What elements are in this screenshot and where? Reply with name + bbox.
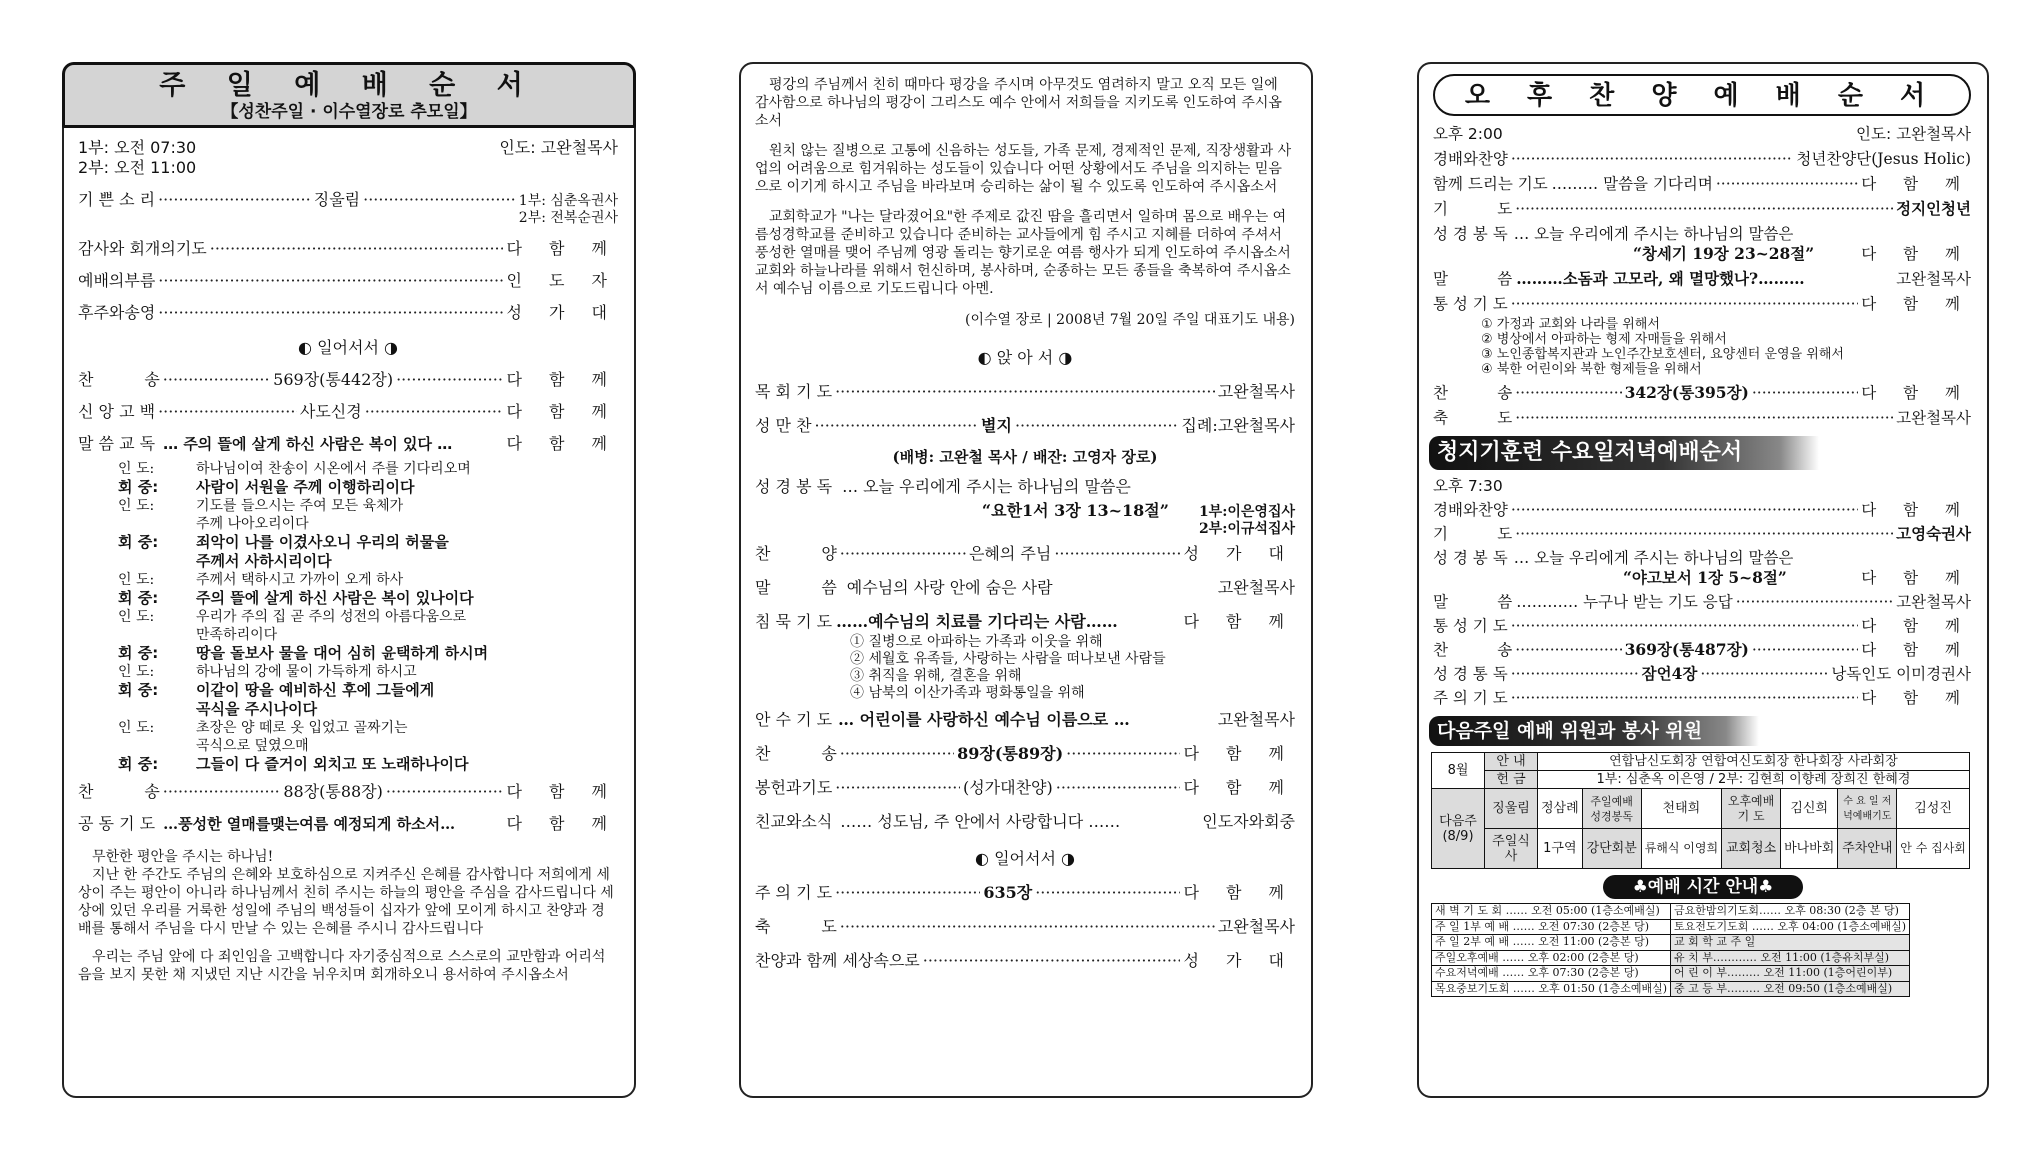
leader-dots xyxy=(158,271,503,291)
order-performer xyxy=(519,193,618,227)
leader-dots xyxy=(835,382,1215,402)
order-label: 감사와 회개의기도 xyxy=(78,239,207,258)
responsive-text: 이같이 땅을 예비하신 후에 그들에게 xyxy=(196,681,435,699)
order-performer: 고완철목사 xyxy=(1896,593,1971,611)
schedule-header: ♣예배 시간 안내♣ xyxy=(1603,875,1803,899)
duty-cell: 징울림 xyxy=(1485,789,1538,829)
order-label: 성 경 봉 독 xyxy=(1433,549,1508,567)
leader-dots xyxy=(1511,616,1859,636)
prayer-paragraph: 우리는 주님 앞에 다 죄인임을 고백합니다 자기중심적으로 스스로의 교만함과 어리석음을 보지 못한 채 지냈던 지난 시간을 뉘우치며 회개하오니 용서하여 주시옵소서 xyxy=(78,949,606,983)
order-content: 342장(통395장) xyxy=(1624,383,1749,402)
leader-dots xyxy=(840,917,1215,937)
responsive-speaker: 인 도: xyxy=(118,461,155,477)
schedule-cell: 토요전도기도회 …… 오후 04:00 (1층소예배실) xyxy=(1671,919,1910,935)
duty-cell: 수 요 일 저녁예배기도 xyxy=(1838,789,1897,829)
duty-month: 8월 xyxy=(1432,753,1485,789)
order-content: ………… 누구나 받는 기도 응답 xyxy=(1516,593,1733,611)
duty-cell: 바나바회 xyxy=(1781,829,1838,869)
performer-2: 2부: 전복순권사 xyxy=(518,210,618,226)
unison-prayer-item: ② 병상에서 아파하는 형제 자매들을 위해서 xyxy=(1481,332,1727,347)
order-performer: 다 함 께 xyxy=(1183,883,1295,902)
order-performer: 집례:고완철목사 xyxy=(1181,416,1295,435)
order-performer: 다 함 께 xyxy=(1861,617,1971,635)
leader-dots xyxy=(923,951,1181,971)
prayer-paragraph: 지난 한 주간도 주님의 은혜와 보호하심으로 지켜주신 은혜를 감사합니다 저희에게 세상이 주는 평안이 아니라 하나님께서 친히 주시는 하늘의 평안을 주심을 감사드립니다 세상에 있던 우리를 거룩한 성일에 주님의 백성들이 십자가 앞에 모이게 하시고 찬양과 경배를 통해서 주님을 다시 만날 수 있는 은혜를 주시니 감사드립니다 xyxy=(78,867,614,937)
leader-dots xyxy=(1515,524,1893,544)
leader-dots xyxy=(365,402,504,422)
leader-dots xyxy=(363,190,516,210)
leader-dots xyxy=(1066,744,1180,764)
order-label: 성 경 봉 독 xyxy=(755,477,833,496)
order-performer: 다 함 께 xyxy=(1861,175,1971,193)
order-content: 569장(통442장) xyxy=(273,370,394,389)
duty-cell: 김신희 xyxy=(1781,789,1838,829)
responsive-text: 하나님이여 찬송이 시온에서 주를 기다리오며 xyxy=(196,461,471,477)
schedule-row xyxy=(1432,919,1910,935)
silent-prayer-item: ④ 남북의 이산가족과 평화통일을 위해 xyxy=(850,685,1085,701)
schedule-cell: 목요중보기도회 …… 오후 01:50 (1층소예배실) xyxy=(1432,981,1671,997)
duty-cell: 교회청소 xyxy=(1722,829,1781,869)
schedule-cell: 주일오후예배 …… 오후 02:00 (2층본 당) xyxy=(1432,950,1671,966)
responsive-text: 죄악이 나를 이겼사오니 우리의 허물을 xyxy=(196,533,449,551)
responsive-speaker: 인 도: xyxy=(118,498,155,514)
order-performer: 다 함 께 xyxy=(1861,295,1971,313)
unison-prayer-list xyxy=(1433,317,1971,377)
order-performer: 인도자와회중 xyxy=(1202,812,1295,831)
sit-marker: ◐ 앉 아 서 ◑ xyxy=(977,348,1073,367)
order-content: … 오늘 우리에게 주시는 하나님의 말씀은 xyxy=(842,477,1131,496)
order-label: 주 의 기 도 xyxy=(755,883,833,902)
order-content: ……… 말씀을 기다리며 xyxy=(1551,175,1713,193)
service-time: 오후 7:30 xyxy=(1433,477,1503,495)
order-content: 별지 xyxy=(981,416,1012,435)
order-label: 성 만 찬 xyxy=(755,416,812,435)
duty-cell: 류해식 이영희 xyxy=(1641,829,1721,869)
leader-dots xyxy=(835,883,980,903)
order-label: 기 도 xyxy=(1433,200,1513,218)
order-label: 친교와소식 xyxy=(755,812,833,831)
unison-prayer-item: ④ 북한 어린이와 북한 형제들을 위해서 xyxy=(1481,362,1702,377)
leader-dots xyxy=(1511,294,1859,314)
order-label: 말 씀 xyxy=(755,578,837,597)
order-label: 후주와송영 xyxy=(78,303,156,322)
responsive-speaker: 회 중: xyxy=(118,755,159,773)
leader-dots xyxy=(158,190,311,210)
schedule-row xyxy=(1432,966,1910,982)
order-performer: 고완철목사 xyxy=(1896,270,1971,288)
duty-cell: 주일식사 xyxy=(1485,829,1538,869)
leader-dots xyxy=(840,744,954,764)
order-performer: 고완철목사 xyxy=(1217,710,1295,729)
order-performer: 다 함 께 xyxy=(1861,501,1971,519)
panel-morning-service xyxy=(62,62,636,1098)
order-content: 88장(통88장) xyxy=(283,782,383,801)
order-content: 예수님의 사랑 안에 숨은 사람 xyxy=(846,578,1053,597)
order-performer: 인 도 자 xyxy=(506,271,618,290)
schedule-cell: 중 고 등 부……… 오전 09:50 (1층소예배실) xyxy=(1671,981,1910,997)
responsive-text: 땅을 돌보사 물을 대어 심히 윤택하게 하시며 xyxy=(196,644,489,662)
leader-dots xyxy=(1515,199,1893,219)
stand-marker: ◐ 일어서서 ◑ xyxy=(298,338,398,357)
duty-cell: 안 수 집사회 xyxy=(1897,829,1970,869)
responsive-line xyxy=(78,719,618,737)
order-label: 기 쁜 소 리 xyxy=(78,190,156,209)
leader-dots xyxy=(1515,408,1893,428)
duty-cell: 오후예배 기 도 xyxy=(1722,789,1781,829)
scripture-reference: “요한1서 3장 13~18절” xyxy=(981,501,1169,520)
silent-prayer-item: ② 세월호 유족들, 사랑하는 사람을 떠나보낸 사람들 xyxy=(850,651,1166,667)
leader-dots xyxy=(1511,500,1858,520)
order-performer: 고완철목사 xyxy=(1217,917,1295,936)
leader-dots xyxy=(815,416,978,436)
order-label: 찬 양 xyxy=(755,544,837,563)
duty-next-label: 다음주 xyxy=(1439,813,1477,829)
responsive-text: 주께 나아오리이다 xyxy=(196,516,309,532)
unison-prayer-item: ③ 노인종합복지관과 노인주간보호센터, 요양센터 운영을 위해서 xyxy=(1481,347,1844,362)
order-content: ……예수님의 치료를 기다리는 사람…… xyxy=(836,612,1118,631)
responsive-speaker: 회 중: xyxy=(118,533,159,551)
responsive-text: 주의 뜰에 살게 하신 사람은 복이 있나이다 xyxy=(196,589,474,607)
order-performer: 다 함 께 xyxy=(1861,245,1971,263)
order-label: 목 회 기 도 xyxy=(755,382,833,401)
silent-prayer-list xyxy=(755,634,1295,702)
duty-cell: 연합남신도회장 연합여신도회장 한나회장 사라회장 xyxy=(1538,753,1970,771)
responsive-speaker: 인 도: xyxy=(118,572,155,588)
order-label: 공 동 기 도 xyxy=(78,814,156,833)
responsive-text: 곡식을 주시나이다 xyxy=(196,700,318,718)
responsive-speaker: 인 도: xyxy=(118,664,155,680)
order-content: … 오늘 우리에게 주시는 하나님의 말씀은 xyxy=(1513,549,1794,567)
order-performer: 다 함 께 xyxy=(1183,612,1295,631)
afternoon-service-title: 오 후 찬 양 예 배 순 서 xyxy=(1433,74,1971,116)
order-performer: 다 함 께 xyxy=(1183,778,1295,797)
leader-dots xyxy=(1511,688,1859,708)
order-content: (성가대찬양) xyxy=(962,778,1053,797)
duty-cell: 1부: 심춘옥 이은영 / 2부: 김현희 이향례 장희진 한혜경 xyxy=(1538,771,1970,789)
order-label: 통 성 기 도 xyxy=(1433,295,1508,313)
leader-dots xyxy=(1054,544,1180,564)
leader-dots xyxy=(1515,383,1621,403)
duty-cell: 강단회분 xyxy=(1582,829,1641,869)
responsive-line xyxy=(78,700,618,719)
order-performer: 다 함 께 xyxy=(1861,384,1972,402)
responsive-line xyxy=(78,533,618,552)
order-content: ………소돔과 고모라, 왜 멸망했나?……… xyxy=(1516,269,1805,288)
order-content: 369장(통487장) xyxy=(1624,640,1749,659)
morning-service-subtitle: 【성찬주일 · 이수열장로 추모일】 xyxy=(221,102,477,122)
order-performer: 고영숙권사 xyxy=(1896,524,1971,543)
responsive-text: 그들이 다 즐거이 외치고 또 노래하나이다 xyxy=(196,755,469,773)
performer-1: 1부: 심춘옥권사 xyxy=(518,193,618,209)
leader-dots xyxy=(158,303,503,323)
order-performer: 다 함 께 xyxy=(1861,689,1971,707)
wednesday-service-banner: 청지기훈련 수요일저녁예배순서 xyxy=(1429,436,1819,470)
order-content: … 주의 뜰에 살게 하신 사람은 복이 있다 … xyxy=(163,435,453,453)
schedule-cell: 금요한밤의기도회…… 오후 08:30 (2층 본 당) xyxy=(1671,904,1910,920)
order-content: … 어린이를 사랑하신 예수님 이름으로 … xyxy=(838,710,1130,729)
responsive-line xyxy=(78,737,618,755)
leader-dots xyxy=(1511,664,1639,684)
silent-prayer-item: ① 질병으로 아파하는 가족과 이웃을 위해 xyxy=(850,634,1103,650)
service-time-1: 1부: 오전 07:30 xyxy=(78,138,197,157)
order-label: 말 씀 교 독 xyxy=(78,434,156,453)
order-label: 함께 드리는 기도 xyxy=(1433,175,1548,193)
order-performer: 다 함 께 xyxy=(506,370,619,389)
order-label: 경배와찬양 xyxy=(1433,501,1508,519)
order-performer: 다 함 께 xyxy=(1861,641,1972,659)
order-label: 찬양과 함께 세상속으로 xyxy=(755,951,920,970)
responsive-speaker: 회 중: xyxy=(118,681,159,699)
order-label: 찬 송 xyxy=(1433,384,1513,402)
responsive-speaker: 인 도: xyxy=(118,720,155,736)
schedule-table xyxy=(1431,903,1910,997)
prayer-opening: 무한한 평안을 주시는 하나님! xyxy=(92,849,274,865)
order-content: 징울림 xyxy=(313,190,361,209)
order-label: 신 앙 고 백 xyxy=(78,402,156,421)
responsive-text: 주께서 사하시리이다 xyxy=(196,552,332,570)
order-label: 통 성 기 도 xyxy=(1433,617,1508,635)
leader-dots xyxy=(1056,778,1181,798)
responsive-line xyxy=(78,478,618,497)
schedule-row xyxy=(1432,950,1910,966)
responsive-line xyxy=(78,552,618,571)
leader: 인도: 고완철목사 xyxy=(499,138,618,157)
responsive-text: 초장은 양 떼로 옷 입었고 골짜기는 xyxy=(196,720,408,736)
responsive-text: 곡식으로 덮였으매 xyxy=(196,738,309,754)
leader-dots xyxy=(1511,149,1794,169)
schedule-cell: 어 린 이 부……… 오전 11:00 (1층어린이부) xyxy=(1671,966,1910,982)
duty-next-date: (8/9) xyxy=(1442,828,1474,844)
leader-dots xyxy=(1752,383,1858,403)
responsive-speaker: 회 중: xyxy=(118,644,159,662)
duty-banner: 다음주일 예배 위원과 봉사 위원 xyxy=(1429,716,1759,746)
reader-2: 2부:이규석집사 xyxy=(1198,521,1295,537)
unison-prayer-item: ① 가정과 교회와 나라를 위해서 xyxy=(1481,317,1660,332)
leader-dots xyxy=(163,782,281,802)
duty-table xyxy=(1431,752,1970,869)
leader-dots xyxy=(210,239,504,259)
order-content: 은혜의 주님 xyxy=(968,544,1052,563)
leader-dots xyxy=(1015,416,1178,436)
duty-cell: 김성진 xyxy=(1897,789,1970,829)
order-performer: 다 함 께 xyxy=(1183,744,1295,763)
order-label: 찬 송 xyxy=(755,744,837,763)
duty-cell: 천태희 xyxy=(1641,789,1721,829)
responsive-text: 주께서 택하시고 가까이 오게 하사 xyxy=(196,572,404,588)
order-label: 경배와찬양 xyxy=(1433,150,1508,168)
order-label: 안 수 기 도 xyxy=(755,710,833,729)
responsive-line xyxy=(78,663,618,681)
stand-marker: ◐ 일어서서 ◑ xyxy=(975,849,1075,868)
leader-dots xyxy=(386,782,504,802)
responsive-line xyxy=(78,608,618,626)
order-label: 기 도 xyxy=(1433,525,1513,543)
order-label: 찬 송 xyxy=(78,370,160,389)
panel-afternoon-service xyxy=(1417,62,1989,1098)
silent-prayer-item: ③ 취직을 위해, 결혼을 위해 xyxy=(850,668,1022,684)
order-label: 성 경 통 독 xyxy=(1433,665,1508,683)
communion-servers: (배병: 고완철 목사 / 배잔: 고영자 장로) xyxy=(892,448,1158,466)
schedule-cell: 새 벽 기 도 회 …… 오전 05:00 (1층소예배실) xyxy=(1432,904,1671,920)
prayer-credit: (이수열 장로 | 2008년 7월 20일 주일 대표기도 내용) xyxy=(965,312,1295,328)
leader-dots xyxy=(1752,640,1858,660)
order-label: 찬 송 xyxy=(78,782,160,801)
leader-dots xyxy=(158,402,297,422)
responsive-line xyxy=(78,681,618,700)
order-performer: 낭독인도 이미경권사 xyxy=(1831,665,1971,683)
panel-morning-service-continued xyxy=(739,62,1313,1098)
order-performer: 다 함 께 xyxy=(506,782,618,801)
order-content: 635장 xyxy=(983,883,1033,902)
responsive-line xyxy=(78,460,618,478)
duty-cell: 정삼례 xyxy=(1538,789,1583,829)
order-label: 말 씀 xyxy=(1433,270,1513,288)
responsive-line xyxy=(78,644,618,663)
order-performer: 성 가 대 xyxy=(1183,951,1295,970)
service-time: 오후 2:00 xyxy=(1433,125,1503,143)
responsive-text: 사람이 서원을 주께 이행하리이다 xyxy=(196,478,415,496)
responsive-line xyxy=(78,515,618,533)
schedule-cell: 교 회 학 교 주 일 xyxy=(1671,935,1910,951)
duty-cell: 1구역 xyxy=(1538,829,1583,869)
order-content: …풍성한 열매를맺는여름 예정되게 하소서… xyxy=(163,815,456,833)
order-label: 찬 송 xyxy=(1433,641,1513,659)
scripture-reference: “창세기 19장 23~28절” xyxy=(1633,244,1815,263)
responsive-speaker: 회 중: xyxy=(118,589,159,607)
order-label: 침 묵 기 도 xyxy=(755,612,833,631)
order-label: 예배의부름 xyxy=(78,271,156,290)
leader: 인도: 고완철목사 xyxy=(1856,125,1971,143)
order-label: 말 씀 xyxy=(1433,593,1513,611)
order-performer: 고완철목사 xyxy=(1896,409,1971,427)
order-performer: 다 함 께 xyxy=(506,402,618,421)
duty-cell: 안 내 xyxy=(1485,753,1538,771)
responsive-line xyxy=(78,626,618,644)
order-label: 봉헌과기도 xyxy=(755,778,833,797)
service-time-2: 2부: 오전 11:00 xyxy=(78,158,197,177)
schedule-cell: 수요저녁예배 …… 오후 07:30 (2층본 당) xyxy=(1432,966,1671,982)
order-performer: 정지인청년 xyxy=(1896,199,1971,218)
order-performer: 고완철목사 xyxy=(1217,382,1295,401)
leader-dots xyxy=(396,370,503,390)
duty-cell: 헌 금 xyxy=(1485,771,1538,789)
duty-next-week xyxy=(1432,789,1485,869)
order-label: 주 의 기 도 xyxy=(1433,689,1508,707)
order-performer: 성 가 대 xyxy=(1183,544,1296,563)
order-performer: 다 함 께 xyxy=(506,239,618,258)
responsive-line xyxy=(78,755,618,774)
morning-service-title: 주 일 예 배 순 서 xyxy=(159,70,539,101)
schedule-row xyxy=(1432,981,1910,997)
order-content: 89장(통89장) xyxy=(957,744,1064,763)
morning-service-header xyxy=(62,62,636,128)
order-performer: 다 함 께 xyxy=(506,814,618,833)
scripture-reference: “야고보서 1장 5~8절” xyxy=(1623,568,1787,587)
responsive-text: 기도를 들으시는 주여 모든 육체가 xyxy=(196,498,404,514)
responsive-line xyxy=(78,571,618,589)
leader-dots xyxy=(840,544,966,564)
leader-dots xyxy=(1736,592,1893,612)
leader-dots xyxy=(1700,664,1828,684)
order-content: …… 성도님, 주 안에서 사랑합니다 …… xyxy=(840,812,1121,831)
order-performer: 고완철목사 xyxy=(1217,578,1295,597)
order-label: 축 도 xyxy=(755,917,837,936)
leader-dots xyxy=(163,370,270,390)
schedule-cell: 주 일 2부 예 배 …… 오전 11:00 (2층본 당) xyxy=(1432,935,1671,951)
responsive-reading xyxy=(78,460,618,774)
responsive-speaker: 회 중: xyxy=(118,478,159,496)
responsive-text: 만족하리이다 xyxy=(196,627,278,643)
duty-cell: 주일예배 성경봉독 xyxy=(1582,789,1641,829)
order-performer: 다 함 께 xyxy=(1861,569,1971,587)
order-performer: 청년찬양단(Jesus Holic) xyxy=(1796,150,1971,168)
responsive-speaker: 인 도: xyxy=(118,609,155,625)
schedule-cell: 주 일 1부 예 배 …… 오전 07:30 (2층본 당) xyxy=(1432,919,1671,935)
schedule-row xyxy=(1432,904,1910,920)
order-content: 사도신경 xyxy=(299,402,362,421)
responsive-line xyxy=(78,497,618,515)
responsive-line xyxy=(78,589,618,608)
schedule-cell: 유 치 부………… 오전 11:00 (1층유치부실) xyxy=(1671,950,1910,966)
scripture-readers xyxy=(1199,504,1295,538)
leader-dots xyxy=(1035,883,1180,903)
order-label: 축 도 xyxy=(1433,409,1513,427)
order-performer: 성 가 대 xyxy=(506,303,618,322)
reader-1: 1부:이은영집사 xyxy=(1198,504,1295,520)
order-content: … 오늘 우리에게 주시는 하나님의 말씀은 xyxy=(1513,225,1794,243)
prayer-paragraph: 교회학교가 "나는 달라졌어요"한 주제로 값진 땀을 흘리면서 일하며 몸으로 배우는 여름성경학교를 준비하고 있습니다 준비하는 교사들에게 힘 주시고 지혜를 더하여 주셔서 풍성한 열매를 맺어 주님께 영광 돌리는 향기로운 여름 행사가 되게 인도하여 주시옵소서 교회와 하늘나라를 위해서 헌신하며, 봉사하며, 순종하는 모든 종들을 축복하여 주시옵소서 예수님 이름으로 기도드립니다 아멘. xyxy=(755,209,1291,297)
responsive-text: 우리가 주의 집 곧 주의 성전의 아름다움으로 xyxy=(196,609,467,625)
leader-dots xyxy=(1515,640,1621,660)
prayer-paragraph: 원치 않는 질병으로 고통에 신음하는 성도들, 가족 문제, 경제적인 문제, 직장생활과 사업의 어려움으로 힘겨워하는 성도들이 있습니다 어떤 상황에서도 주님을 의지하는 믿음으로 이기게 하시고 주님을 바라보며 승리하는 삶이 될 수 있도록 인도하여 주시옵소서 xyxy=(755,143,1292,195)
leader-dots xyxy=(1716,174,1858,194)
schedule-row xyxy=(1432,935,1910,951)
order-performer: 다 함 께 xyxy=(506,434,618,453)
leader-dots xyxy=(835,778,960,798)
duty-cell: 주차안내 xyxy=(1838,829,1897,869)
order-content: 잠언4장 xyxy=(1641,664,1698,683)
responsive-text: 하나님의 강에 물이 가득하게 하시고 xyxy=(196,664,417,680)
order-label: 성 경 봉 독 xyxy=(1433,225,1508,243)
prayer-paragraph: 평강의 주님께서 친히 때마다 평강을 주시며 아무것도 염려하지 말고 오직 모든 일에 감사함으로 하나님의 평강이 그리스도 예수 안에서 저희들을 지키도록 인도하여 주시옵소서 xyxy=(755,77,1282,129)
